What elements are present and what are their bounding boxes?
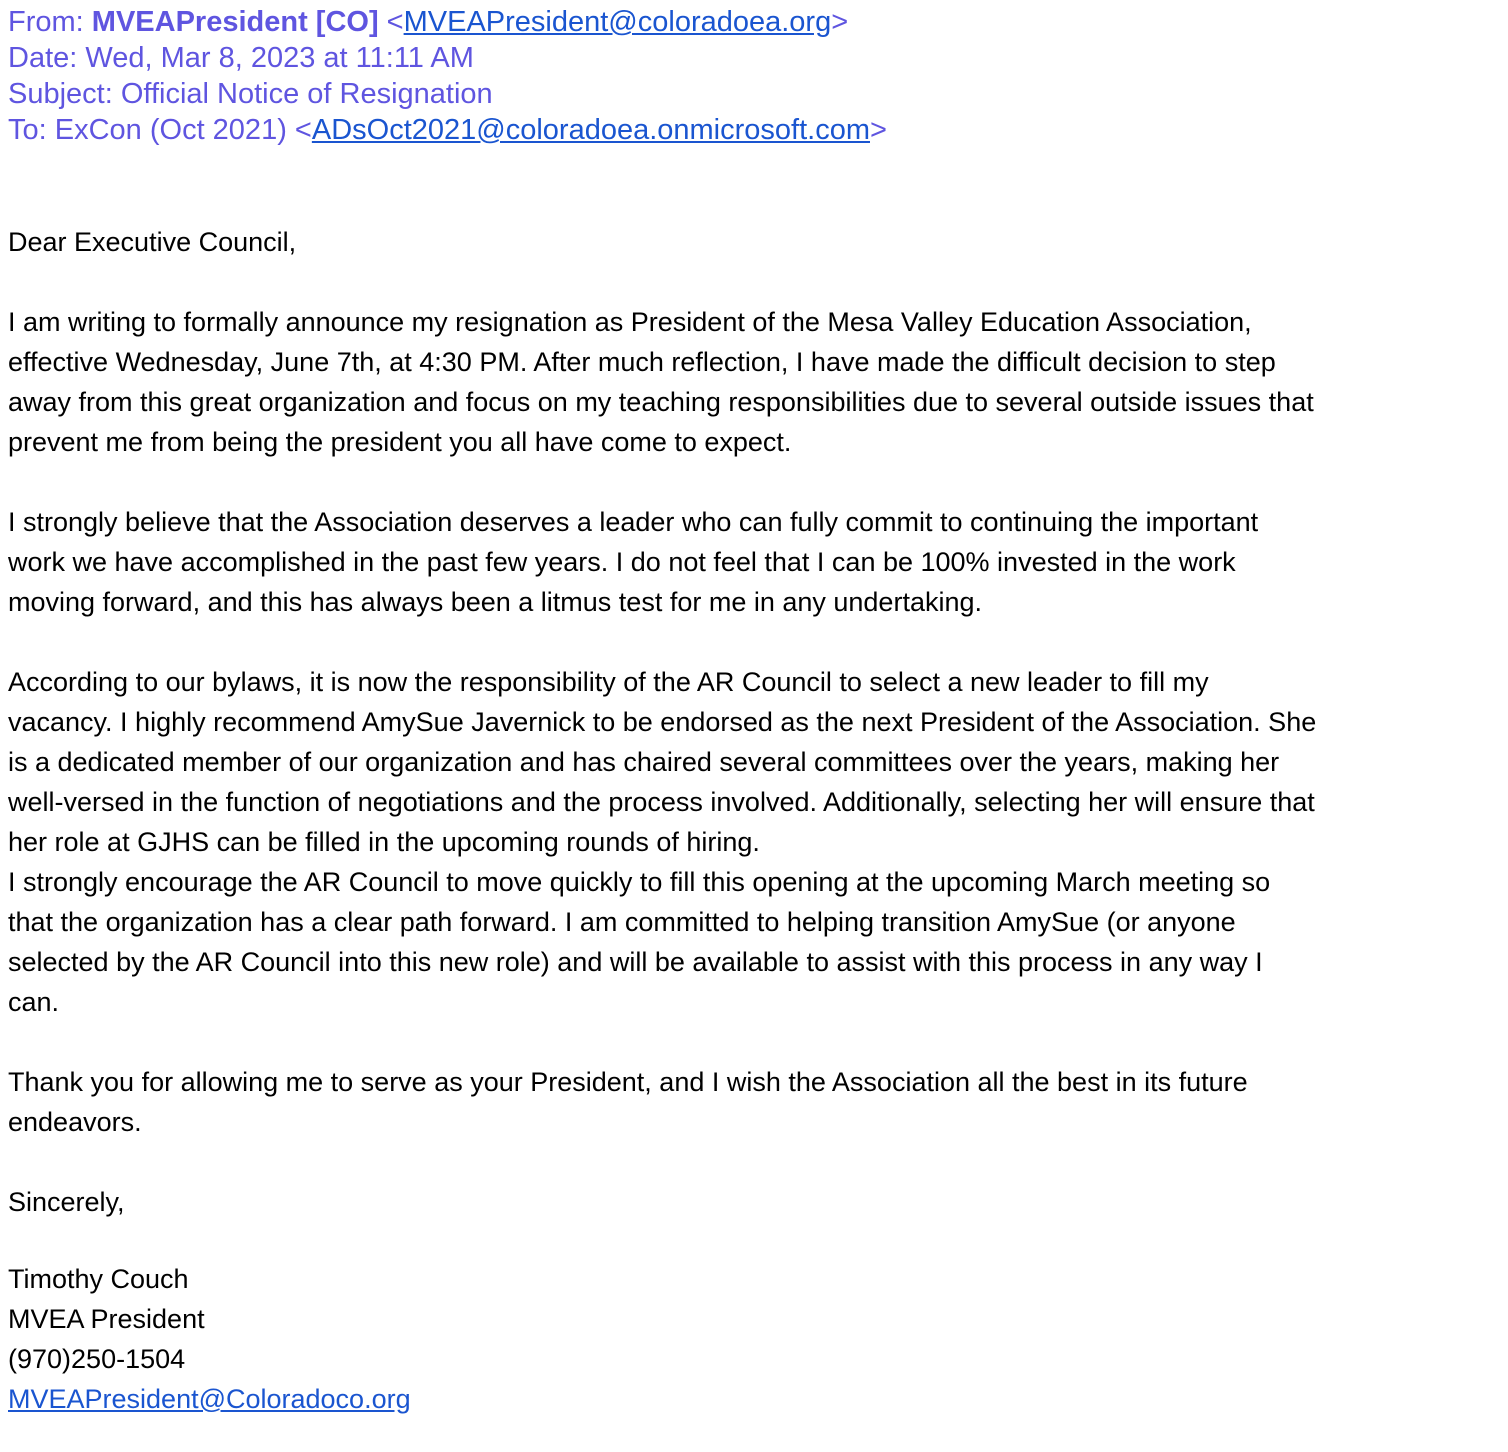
- recipient-name: ExCon (Oct 2021): [54, 114, 287, 146]
- paragraph-line: endeavors.: [8, 1107, 142, 1137]
- subject-line: [8, 76, 1488, 112]
- sender-name: MVEAPresident [CO]: [91, 6, 379, 38]
- signature-title: MVEA President: [8, 1304, 205, 1334]
- paragraph-line: prevent me from being the president you all have come to expect.: [8, 427, 792, 457]
- paragraph-line: work we have accomplished in the past few years. I do not feel that I can be 100% invested in the work: [8, 547, 1236, 577]
- date-label: Date:: [8, 42, 78, 74]
- signature-name: Timothy Couch: [8, 1264, 189, 1294]
- paragraph-line: I am writing to formally announce my resignation as President of the Mesa Valley Education Association,: [8, 307, 1252, 337]
- paragraph-line: her role at GJHS can be filled in the upcoming rounds of hiring.: [8, 827, 760, 857]
- signature-phone: (970)250-1504: [8, 1344, 186, 1374]
- subject-label: Subject:: [8, 78, 113, 110]
- subject-value: Official Notice of Resignation: [120, 78, 493, 110]
- email-header: [8, 0, 1488, 160]
- signature-block: [8, 1259, 1488, 1419]
- paragraph-successor: [8, 662, 1488, 1022]
- recipient-email-link[interactable]: ADsOct2021@coloradoea.onmicrosoft.com: [311, 114, 870, 146]
- paragraph-line: effective Wednesday, June 7th, at 4:30 PM. After much reflection, I have made the difficult decision to step: [8, 347, 1276, 377]
- paragraph-line: that the organization has a clear path forward. I am committed to helping transition AmySue (or anyone: [8, 907, 1236, 937]
- from-line: From: MVEAPresident [CO] <MVEAPresident@coloradoea.org>: [8, 6, 849, 38]
- paragraph-line: well-versed in the function of negotiations and the process involved. Additionally, selecting her will ensure that: [8, 787, 1315, 817]
- signature-email-link[interactable]: MVEAPresident@Coloradoco.org: [8, 1384, 411, 1414]
- sender-email-link[interactable]: MVEAPresident@coloradoea.org: [403, 6, 832, 38]
- paragraph-line: away from this great organization and focus on my teaching responsibilities due to several outside issues that: [8, 387, 1314, 417]
- date-line: [8, 40, 1488, 76]
- closing: Sincerely,: [8, 1187, 125, 1217]
- greeting: Dear Executive Council,: [8, 227, 297, 257]
- paragraph-line: is a dedicated member of our organization and has chaired several committees over the years, making her: [8, 747, 1280, 777]
- paragraph-line: I strongly encourage the AR Council to move quickly to fill this opening at the upcoming March meeting so: [8, 867, 1271, 897]
- paragraph-line: Thank you for allowing me to serve as your President, and I wish the Association all the best in its future: [8, 1067, 1248, 1097]
- paragraph-line: vacancy. I highly recommend AmySue Javernick to be endorsed as the next President of the Association. She: [8, 707, 1317, 737]
- date-value: Wed, Mar 8, 2023 at 11:11 AM: [85, 42, 474, 74]
- to-line: To: ExCon (Oct 2021) <ADsOct2021@coloradoea.onmicrosoft.com>: [8, 114, 887, 146]
- paragraph-thanks: [8, 1062, 1488, 1142]
- paragraph-line: I strongly believe that the Association deserves a leader who can fully commit to continuing the important: [8, 507, 1259, 537]
- paragraph-line: moving forward, and this has always been a litmus test for me in any undertaking.: [8, 587, 982, 617]
- paragraph-line: selected by the AR Council into this new role) and will be available to assist with this process in any way I: [8, 947, 1263, 977]
- paragraph-line: According to our bylaws, it is now the responsibility of the AR Council to select a new leader to fill my: [8, 667, 1209, 697]
- paragraph-line: can.: [8, 987, 60, 1017]
- paragraph-leadership: [8, 502, 1488, 622]
- paragraph-resignation: [8, 302, 1488, 462]
- from-label: From:: [8, 6, 84, 38]
- to-label: To:: [8, 114, 47, 146]
- email-body: [8, 222, 1488, 1419]
